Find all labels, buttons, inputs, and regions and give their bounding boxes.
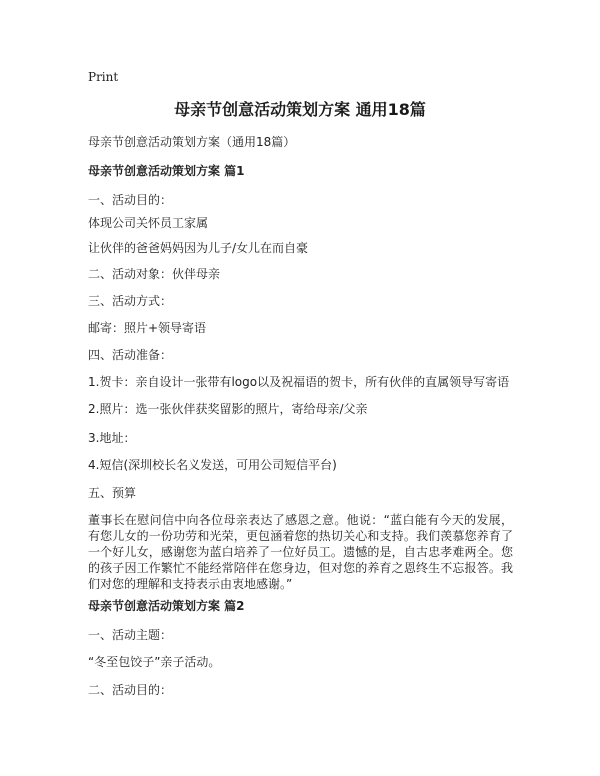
section2-line-1: 一、活动主题： xyxy=(88,628,173,642)
section2-line-3: 二、活动目的： xyxy=(88,683,173,697)
section1-line-3: 让伙伴的爸爸妈妈因为儿子/女儿在而自豪 xyxy=(88,241,309,255)
section1-line-12: 五、预算 xyxy=(88,486,137,500)
section1-line-8: 1.贺卡：亲自设计一张带有logo以及祝福语的贺卡，所有伙伴的直属领导写寄语 xyxy=(88,375,510,389)
section1-line-2: 体现公司关怀员工家属 xyxy=(88,216,209,230)
section1-line-4: 二、活动对象：伙伴母亲 xyxy=(88,267,221,281)
section1-line-9: 2.照片：选一张伙伴获奖留影的照片，寄给母亲/父亲 xyxy=(88,402,368,416)
section1-line-11: 4.短信(深圳校长名义发送，可用公司短信平台) xyxy=(88,458,337,472)
section2-line-2: “冬至包饺子”亲子活动。 xyxy=(88,655,221,669)
section1-paragraph: 董事长在慰问信中向各位母亲表达了感恩之意。他说：“蓝白能有今天的发展，有您儿女的一份功劳和光荣，更包涵着您的热切关心和支持。我们羡慕您养育了一个好儿女，感谢您为蓝白培养了一位好员工。遗憾的是，自古忠孝难两全。您的孩子因工作繁忙不能经常陪伴在您身边，但对您的养育之恩终生不忘报答。我们对您的理解和支持表示由衷地感谢。” xyxy=(88,513,513,591)
print-link[interactable]: Print xyxy=(88,70,119,84)
document-subtitle: 母亲节创意活动策划方案（通用18篇） xyxy=(88,135,296,149)
section1-line-10: 3.地址： xyxy=(88,431,136,445)
section1-line-5: 三、活动方式： xyxy=(88,294,173,308)
section1-line-1: 一、活动目的： xyxy=(88,193,173,207)
page-title: 母亲节创意活动策划方案 通用18篇 xyxy=(174,100,426,119)
section1-line-7: 四、活动准备： xyxy=(88,348,173,362)
section1-line-6: 邮寄：照片+领导寄语 xyxy=(88,321,207,335)
section-heading-2: 母亲节创意活动策划方案 篇2 xyxy=(88,599,245,613)
section-heading-1: 母亲节创意活动策划方案 篇1 xyxy=(88,164,245,178)
